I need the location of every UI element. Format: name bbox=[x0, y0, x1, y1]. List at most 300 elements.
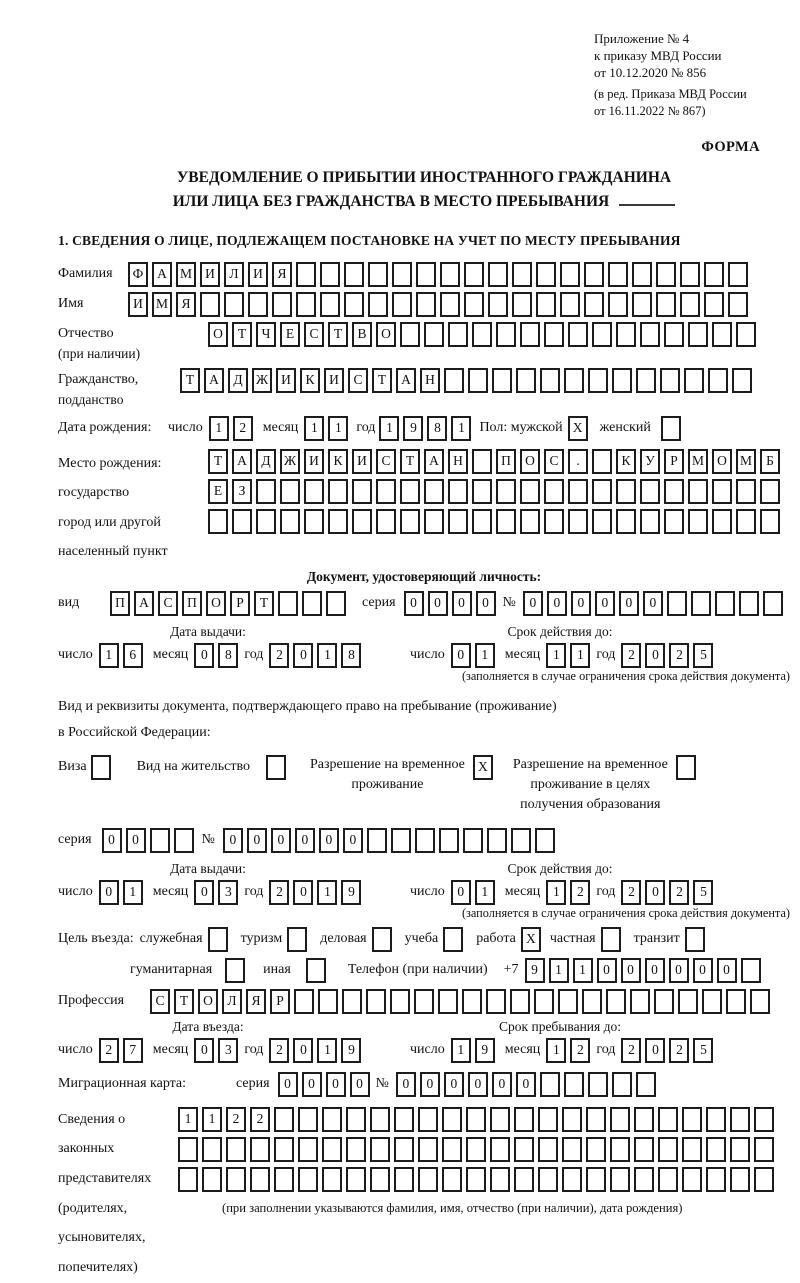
checkbox-cell[interactable]: X bbox=[521, 927, 541, 952]
char-cell[interactable] bbox=[636, 1072, 656, 1097]
char-cell[interactable] bbox=[304, 479, 324, 504]
checkbox-cell[interactable] bbox=[225, 958, 245, 983]
char-cell[interactable]: Ж bbox=[252, 368, 272, 393]
char-cell[interactable]: Л bbox=[224, 262, 244, 287]
checkbox-cell[interactable] bbox=[601, 927, 621, 952]
char-cell[interactable] bbox=[584, 262, 604, 287]
char-cell[interactable]: 3 bbox=[218, 880, 238, 905]
char-cell[interactable] bbox=[538, 1137, 558, 1162]
char-cell[interactable]: С bbox=[544, 449, 564, 474]
char-cell[interactable] bbox=[472, 322, 492, 347]
char-cell[interactable] bbox=[466, 1167, 486, 1192]
char-cell[interactable]: С bbox=[158, 591, 178, 616]
checkbox-cell[interactable] bbox=[676, 755, 696, 780]
char-cell[interactable] bbox=[462, 989, 482, 1014]
char-cell[interactable]: 1 bbox=[451, 1038, 471, 1063]
char-cell[interactable]: 0 bbox=[194, 1038, 214, 1063]
char-cell[interactable]: 0 bbox=[619, 591, 639, 616]
char-cell[interactable] bbox=[588, 368, 608, 393]
char-cell[interactable]: 0 bbox=[396, 1072, 416, 1097]
char-cell[interactable]: А bbox=[424, 449, 444, 474]
char-cell[interactable]: 1 bbox=[475, 880, 495, 905]
char-cell[interactable]: 0 bbox=[595, 591, 615, 616]
char-cell[interactable]: М bbox=[736, 449, 756, 474]
char-cell[interactable] bbox=[728, 262, 748, 287]
char-cell[interactable]: 9 bbox=[525, 958, 545, 983]
char-cell[interactable] bbox=[256, 509, 276, 534]
char-cell[interactable] bbox=[688, 322, 708, 347]
char-cell[interactable]: Я bbox=[176, 292, 196, 317]
char-cell[interactable] bbox=[415, 828, 435, 853]
char-cell[interactable]: 0 bbox=[645, 958, 665, 983]
char-cell[interactable] bbox=[606, 989, 626, 1014]
char-cell[interactable]: 0 bbox=[547, 591, 567, 616]
char-cell[interactable] bbox=[640, 479, 660, 504]
char-cell[interactable] bbox=[520, 322, 540, 347]
char-cell[interactable] bbox=[442, 1137, 462, 1162]
char-cell[interactable]: 2 bbox=[669, 880, 689, 905]
char-cell[interactable]: Т bbox=[372, 368, 392, 393]
char-cell[interactable] bbox=[612, 368, 632, 393]
char-cell[interactable]: С bbox=[304, 322, 324, 347]
char-cell[interactable]: 0 bbox=[643, 591, 663, 616]
char-cell[interactable] bbox=[488, 262, 508, 287]
char-cell[interactable] bbox=[632, 262, 652, 287]
char-cell[interactable]: . bbox=[568, 449, 588, 474]
char-cell[interactable]: 8 bbox=[341, 643, 361, 668]
char-cell[interactable]: 0 bbox=[194, 880, 214, 905]
char-cell[interactable] bbox=[346, 1137, 366, 1162]
char-cell[interactable] bbox=[280, 479, 300, 504]
char-cell[interactable] bbox=[490, 1167, 510, 1192]
char-cell[interactable] bbox=[448, 322, 468, 347]
char-cell[interactable]: З bbox=[232, 479, 252, 504]
char-cell[interactable] bbox=[582, 989, 602, 1014]
char-cell[interactable] bbox=[328, 509, 348, 534]
char-cell[interactable] bbox=[376, 479, 396, 504]
char-cell[interactable]: И bbox=[276, 368, 296, 393]
char-cell[interactable] bbox=[512, 292, 532, 317]
char-cell[interactable]: 3 bbox=[218, 1038, 238, 1063]
char-cell[interactable]: 0 bbox=[451, 880, 471, 905]
char-cell[interactable]: 0 bbox=[223, 828, 243, 853]
char-cell[interactable] bbox=[540, 1072, 560, 1097]
char-cell[interactable]: 0 bbox=[343, 828, 363, 853]
char-cell[interactable]: 0 bbox=[669, 958, 689, 983]
char-cell[interactable]: Т bbox=[208, 449, 228, 474]
char-cell[interactable] bbox=[544, 509, 564, 534]
checkbox-cell[interactable] bbox=[266, 755, 286, 780]
char-cell[interactable]: 5 bbox=[693, 1038, 713, 1063]
char-cell[interactable]: 0 bbox=[319, 828, 339, 853]
char-cell[interactable] bbox=[514, 1107, 534, 1132]
char-cell[interactable]: Н bbox=[420, 368, 440, 393]
char-cell[interactable] bbox=[586, 1167, 606, 1192]
char-cell[interactable] bbox=[682, 1137, 702, 1162]
char-cell[interactable] bbox=[391, 828, 411, 853]
char-cell[interactable] bbox=[730, 1167, 750, 1192]
char-cell[interactable]: 9 bbox=[403, 416, 423, 441]
char-cell[interactable] bbox=[741, 958, 761, 983]
char-cell[interactable]: 1 bbox=[570, 643, 590, 668]
char-cell[interactable] bbox=[658, 1137, 678, 1162]
char-cell[interactable] bbox=[664, 509, 684, 534]
char-cell[interactable] bbox=[344, 292, 364, 317]
char-cell[interactable] bbox=[588, 1072, 608, 1097]
char-cell[interactable] bbox=[394, 1137, 414, 1162]
char-cell[interactable]: О bbox=[208, 322, 228, 347]
char-cell[interactable] bbox=[202, 1137, 222, 1162]
char-cell[interactable]: М bbox=[688, 449, 708, 474]
char-cell[interactable]: 0 bbox=[451, 643, 471, 668]
char-cell[interactable] bbox=[320, 292, 340, 317]
char-cell[interactable] bbox=[712, 509, 732, 534]
char-cell[interactable] bbox=[514, 1167, 534, 1192]
char-cell[interactable] bbox=[678, 989, 698, 1014]
char-cell[interactable] bbox=[610, 1107, 630, 1132]
char-cell[interactable]: 6 bbox=[123, 643, 143, 668]
char-cell[interactable] bbox=[298, 1137, 318, 1162]
char-cell[interactable] bbox=[592, 449, 612, 474]
char-cell[interactable] bbox=[328, 479, 348, 504]
checkbox-cell[interactable] bbox=[661, 416, 681, 441]
char-cell[interactable] bbox=[564, 368, 584, 393]
char-cell[interactable] bbox=[272, 292, 292, 317]
char-cell[interactable]: Т bbox=[400, 449, 420, 474]
char-cell[interactable] bbox=[366, 989, 386, 1014]
char-cell[interactable] bbox=[464, 292, 484, 317]
char-cell[interactable] bbox=[544, 479, 564, 504]
checkbox-cell[interactable] bbox=[208, 927, 228, 952]
char-cell[interactable] bbox=[568, 479, 588, 504]
char-cell[interactable]: А bbox=[152, 262, 172, 287]
char-cell[interactable]: Ф bbox=[128, 262, 148, 287]
char-cell[interactable]: 0 bbox=[492, 1072, 512, 1097]
char-cell[interactable]: 2 bbox=[570, 1038, 590, 1063]
char-cell[interactable] bbox=[414, 989, 434, 1014]
char-cell[interactable] bbox=[296, 292, 316, 317]
char-cell[interactable]: И bbox=[128, 292, 148, 317]
char-cell[interactable] bbox=[439, 828, 459, 853]
char-cell[interactable] bbox=[702, 989, 722, 1014]
char-cell[interactable] bbox=[592, 509, 612, 534]
char-cell[interactable] bbox=[732, 368, 752, 393]
checkbox-cell[interactable] bbox=[287, 927, 307, 952]
char-cell[interactable] bbox=[318, 989, 338, 1014]
char-cell[interactable] bbox=[352, 479, 372, 504]
char-cell[interactable] bbox=[510, 989, 530, 1014]
char-cell[interactable] bbox=[346, 1167, 366, 1192]
char-cell[interactable]: Т bbox=[232, 322, 252, 347]
char-cell[interactable] bbox=[535, 828, 555, 853]
char-cell[interactable] bbox=[658, 1167, 678, 1192]
char-cell[interactable] bbox=[232, 509, 252, 534]
char-cell[interactable]: 2 bbox=[269, 880, 289, 905]
char-cell[interactable] bbox=[224, 292, 244, 317]
char-cell[interactable]: Т bbox=[180, 368, 200, 393]
char-cell[interactable]: К bbox=[616, 449, 636, 474]
char-cell[interactable] bbox=[488, 292, 508, 317]
char-cell[interactable] bbox=[274, 1167, 294, 1192]
char-cell[interactable] bbox=[424, 479, 444, 504]
char-cell[interactable]: С bbox=[376, 449, 396, 474]
char-cell[interactable] bbox=[296, 262, 316, 287]
char-cell[interactable] bbox=[544, 322, 564, 347]
char-cell[interactable]: 1 bbox=[475, 643, 495, 668]
char-cell[interactable] bbox=[667, 591, 687, 616]
char-cell[interactable] bbox=[464, 262, 484, 287]
char-cell[interactable]: 2 bbox=[269, 1038, 289, 1063]
char-cell[interactable]: 5 bbox=[693, 643, 713, 668]
char-cell[interactable] bbox=[562, 1107, 582, 1132]
char-cell[interactable] bbox=[512, 262, 532, 287]
char-cell[interactable]: Т bbox=[328, 322, 348, 347]
char-cell[interactable]: 0 bbox=[350, 1072, 370, 1097]
char-cell[interactable] bbox=[656, 292, 676, 317]
char-cell[interactable]: А bbox=[134, 591, 154, 616]
char-cell[interactable]: Б bbox=[760, 449, 780, 474]
char-cell[interactable] bbox=[754, 1137, 774, 1162]
char-cell[interactable] bbox=[274, 1137, 294, 1162]
char-cell[interactable] bbox=[730, 1107, 750, 1132]
char-cell[interactable] bbox=[540, 368, 560, 393]
checkbox-cell[interactable]: X bbox=[473, 755, 493, 780]
char-cell[interactable]: А bbox=[204, 368, 224, 393]
char-cell[interactable]: 5 bbox=[693, 880, 713, 905]
char-cell[interactable] bbox=[352, 509, 372, 534]
char-cell[interactable]: 1 bbox=[209, 416, 229, 441]
char-cell[interactable]: 0 bbox=[420, 1072, 440, 1097]
char-cell[interactable] bbox=[418, 1107, 438, 1132]
char-cell[interactable] bbox=[444, 368, 464, 393]
char-cell[interactable]: 0 bbox=[302, 1072, 322, 1097]
char-cell[interactable] bbox=[326, 591, 346, 616]
char-cell[interactable] bbox=[440, 262, 460, 287]
char-cell[interactable]: 0 bbox=[194, 643, 214, 668]
char-cell[interactable]: 0 bbox=[404, 591, 424, 616]
char-cell[interactable] bbox=[584, 292, 604, 317]
char-cell[interactable] bbox=[496, 479, 516, 504]
char-cell[interactable] bbox=[322, 1167, 342, 1192]
char-cell[interactable]: И bbox=[304, 449, 324, 474]
char-cell[interactable]: 8 bbox=[218, 643, 238, 668]
char-cell[interactable] bbox=[616, 479, 636, 504]
char-cell[interactable]: О bbox=[712, 449, 732, 474]
char-cell[interactable]: Д bbox=[228, 368, 248, 393]
char-cell[interactable] bbox=[322, 1107, 342, 1132]
char-cell[interactable]: М bbox=[176, 262, 196, 287]
char-cell[interactable] bbox=[636, 368, 656, 393]
char-cell[interactable]: О bbox=[198, 989, 218, 1014]
char-cell[interactable] bbox=[610, 1137, 630, 1162]
char-cell[interactable]: Н bbox=[448, 449, 468, 474]
char-cell[interactable] bbox=[226, 1137, 246, 1162]
char-cell[interactable]: О bbox=[520, 449, 540, 474]
char-cell[interactable]: О bbox=[206, 591, 226, 616]
char-cell[interactable]: А bbox=[396, 368, 416, 393]
char-cell[interactable] bbox=[564, 1072, 584, 1097]
char-cell[interactable] bbox=[302, 591, 322, 616]
char-cell[interactable] bbox=[560, 292, 580, 317]
char-cell[interactable]: 7 bbox=[123, 1038, 143, 1063]
checkbox-cell[interactable] bbox=[685, 927, 705, 952]
char-cell[interactable] bbox=[424, 322, 444, 347]
checkbox-cell[interactable] bbox=[306, 958, 326, 983]
char-cell[interactable] bbox=[463, 828, 483, 853]
char-cell[interactable]: Ж bbox=[280, 449, 300, 474]
char-cell[interactable]: Т bbox=[254, 591, 274, 616]
char-cell[interactable] bbox=[656, 262, 676, 287]
char-cell[interactable] bbox=[342, 989, 362, 1014]
char-cell[interactable] bbox=[754, 1107, 774, 1132]
char-cell[interactable] bbox=[472, 479, 492, 504]
char-cell[interactable] bbox=[664, 322, 684, 347]
char-cell[interactable] bbox=[726, 989, 746, 1014]
char-cell[interactable]: С bbox=[348, 368, 368, 393]
char-cell[interactable] bbox=[534, 989, 554, 1014]
char-cell[interactable] bbox=[466, 1107, 486, 1132]
char-cell[interactable] bbox=[294, 989, 314, 1014]
char-cell[interactable] bbox=[664, 479, 684, 504]
char-cell[interactable] bbox=[612, 1072, 632, 1097]
char-cell[interactable] bbox=[370, 1137, 390, 1162]
char-cell[interactable] bbox=[562, 1167, 582, 1192]
char-cell[interactable] bbox=[680, 292, 700, 317]
char-cell[interactable] bbox=[492, 368, 512, 393]
char-cell[interactable]: 1 bbox=[317, 643, 337, 668]
char-cell[interactable]: 2 bbox=[269, 643, 289, 668]
char-cell[interactable] bbox=[586, 1107, 606, 1132]
char-cell[interactable] bbox=[536, 262, 556, 287]
char-cell[interactable] bbox=[610, 1167, 630, 1192]
char-cell[interactable] bbox=[682, 1107, 702, 1132]
char-cell[interactable]: 0 bbox=[271, 828, 291, 853]
char-cell[interactable]: 1 bbox=[328, 416, 348, 441]
char-cell[interactable]: И bbox=[200, 262, 220, 287]
char-cell[interactable] bbox=[438, 989, 458, 1014]
char-cell[interactable]: В bbox=[352, 322, 372, 347]
char-cell[interactable]: 1 bbox=[317, 1038, 337, 1063]
char-cell[interactable] bbox=[200, 292, 220, 317]
char-cell[interactable] bbox=[684, 368, 704, 393]
char-cell[interactable]: К bbox=[328, 449, 348, 474]
char-cell[interactable] bbox=[632, 292, 652, 317]
char-cell[interactable] bbox=[520, 479, 540, 504]
char-cell[interactable] bbox=[496, 322, 516, 347]
char-cell[interactable] bbox=[736, 479, 756, 504]
char-cell[interactable]: 0 bbox=[278, 1072, 298, 1097]
char-cell[interactable]: 1 bbox=[549, 958, 569, 983]
char-cell[interactable]: Я bbox=[246, 989, 266, 1014]
char-cell[interactable] bbox=[322, 1137, 342, 1162]
char-cell[interactable] bbox=[640, 322, 660, 347]
char-cell[interactable] bbox=[226, 1167, 246, 1192]
char-cell[interactable] bbox=[568, 322, 588, 347]
char-cell[interactable] bbox=[750, 989, 770, 1014]
char-cell[interactable] bbox=[400, 509, 420, 534]
char-cell[interactable] bbox=[706, 1167, 726, 1192]
char-cell[interactable]: 0 bbox=[295, 828, 315, 853]
char-cell[interactable] bbox=[376, 509, 396, 534]
char-cell[interactable]: 2 bbox=[250, 1107, 270, 1132]
char-cell[interactable]: 1 bbox=[317, 880, 337, 905]
char-cell[interactable]: 0 bbox=[247, 828, 267, 853]
char-cell[interactable]: О bbox=[376, 322, 396, 347]
char-cell[interactable] bbox=[754, 1167, 774, 1192]
char-cell[interactable]: 2 bbox=[669, 643, 689, 668]
char-cell[interactable]: 1 bbox=[202, 1107, 222, 1132]
char-cell[interactable]: 0 bbox=[693, 958, 713, 983]
char-cell[interactable]: 0 bbox=[99, 880, 119, 905]
char-cell[interactable]: 1 bbox=[379, 416, 399, 441]
checkbox-cell[interactable] bbox=[443, 927, 463, 952]
char-cell[interactable] bbox=[608, 262, 628, 287]
char-cell[interactable] bbox=[448, 509, 468, 534]
char-cell[interactable]: 0 bbox=[468, 1072, 488, 1097]
char-cell[interactable] bbox=[304, 509, 324, 534]
char-cell[interactable] bbox=[320, 262, 340, 287]
char-cell[interactable] bbox=[736, 509, 756, 534]
char-cell[interactable] bbox=[536, 292, 556, 317]
char-cell[interactable]: У bbox=[640, 449, 660, 474]
char-cell[interactable]: 0 bbox=[621, 958, 641, 983]
char-cell[interactable]: 0 bbox=[645, 643, 665, 668]
char-cell[interactable] bbox=[487, 828, 507, 853]
checkbox-cell[interactable] bbox=[372, 927, 392, 952]
checkbox-cell[interactable]: X bbox=[568, 416, 588, 441]
char-cell[interactable] bbox=[562, 1137, 582, 1162]
char-cell[interactable] bbox=[630, 989, 650, 1014]
char-cell[interactable]: 0 bbox=[597, 958, 617, 983]
char-cell[interactable] bbox=[416, 292, 436, 317]
char-cell[interactable]: П bbox=[182, 591, 202, 616]
char-cell[interactable] bbox=[634, 1107, 654, 1132]
char-cell[interactable]: 0 bbox=[293, 1038, 313, 1063]
char-cell[interactable] bbox=[516, 368, 536, 393]
char-cell[interactable]: Ч bbox=[256, 322, 276, 347]
char-cell[interactable] bbox=[370, 1107, 390, 1132]
char-cell[interactable]: 0 bbox=[444, 1072, 464, 1097]
char-cell[interactable] bbox=[715, 591, 735, 616]
char-cell[interactable] bbox=[256, 479, 276, 504]
char-cell[interactable]: И bbox=[324, 368, 344, 393]
char-cell[interactable]: 8 bbox=[427, 416, 447, 441]
char-cell[interactable]: 0 bbox=[645, 880, 665, 905]
char-cell[interactable]: Я bbox=[272, 262, 292, 287]
char-cell[interactable] bbox=[490, 1137, 510, 1162]
char-cell[interactable]: Е bbox=[208, 479, 228, 504]
char-cell[interactable] bbox=[634, 1167, 654, 1192]
char-cell[interactable] bbox=[298, 1167, 318, 1192]
char-cell[interactable] bbox=[418, 1167, 438, 1192]
char-cell[interactable] bbox=[654, 989, 674, 1014]
char-cell[interactable]: 2 bbox=[669, 1038, 689, 1063]
char-cell[interactable] bbox=[736, 322, 756, 347]
char-cell[interactable]: Л bbox=[222, 989, 242, 1014]
char-cell[interactable]: 9 bbox=[475, 1038, 495, 1063]
char-cell[interactable]: А bbox=[232, 449, 252, 474]
char-cell[interactable] bbox=[368, 262, 388, 287]
char-cell[interactable]: 1 bbox=[546, 880, 566, 905]
char-cell[interactable]: 0 bbox=[516, 1072, 536, 1097]
char-cell[interactable]: 1 bbox=[546, 1038, 566, 1063]
char-cell[interactable] bbox=[538, 1167, 558, 1192]
char-cell[interactable] bbox=[514, 1137, 534, 1162]
char-cell[interactable] bbox=[706, 1137, 726, 1162]
char-cell[interactable] bbox=[472, 509, 492, 534]
char-cell[interactable] bbox=[394, 1167, 414, 1192]
char-cell[interactable] bbox=[442, 1167, 462, 1192]
